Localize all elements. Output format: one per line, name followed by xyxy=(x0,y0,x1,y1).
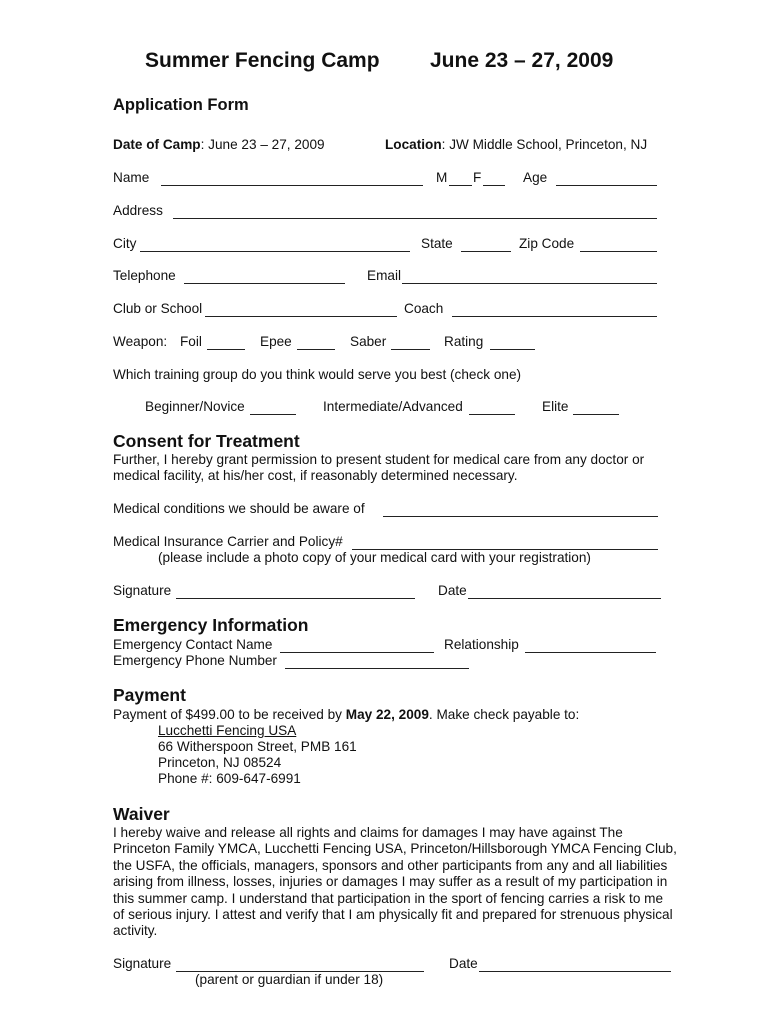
training-question: Which training group do you think would serve you best (check one) xyxy=(113,367,522,382)
payment-text-after: . Make check payable to: xyxy=(428,707,580,722)
payee-name: Lucchetti Fencing USA xyxy=(158,723,297,738)
city-label: City xyxy=(113,236,137,251)
consent-signature-field[interactable] xyxy=(176,598,415,599)
waiver-date-field[interactable] xyxy=(479,971,671,972)
payee-street: 66 Witherspoon Street, PMB 161 xyxy=(158,739,357,754)
saber-field[interactable] xyxy=(391,349,430,350)
waiver-line: arising from illness, losses, injuries or damages I may suffer as a result of my participation in xyxy=(113,874,668,890)
waiver-text xyxy=(113,825,677,940)
coach-field[interactable] xyxy=(452,316,657,317)
intermediate-field[interactable] xyxy=(469,414,515,415)
intermediate-label: Intermediate/Advanced xyxy=(323,399,463,414)
telephone-label: Telephone xyxy=(113,268,176,283)
guardian-note: (parent or guardian if under 18) xyxy=(195,972,384,987)
payment-deadline: May 22, 2009 xyxy=(345,707,429,722)
consent-date-field[interactable] xyxy=(468,598,661,599)
camp-date-value: : June 23 – 27, 2009 xyxy=(200,137,325,152)
consent-text-line-1: Further, I hereby grant permission to present student for medical care from any doctor or xyxy=(113,452,645,467)
camp-location-info xyxy=(385,137,647,153)
waiver-heading: Waiver xyxy=(113,804,170,824)
camp-dates-heading: June 23 – 27, 2009 xyxy=(430,49,614,72)
payment-text xyxy=(113,707,579,723)
address-label: Address xyxy=(113,203,163,218)
medical-conditions-field[interactable] xyxy=(383,516,658,517)
elite-label: Elite xyxy=(542,399,569,414)
city-field[interactable] xyxy=(140,251,410,252)
waiver-date-label: Date xyxy=(449,956,478,971)
emergency-contact-label: Emergency Contact Name xyxy=(113,637,273,652)
consent-signature-label: Signature xyxy=(113,583,172,598)
state-field[interactable] xyxy=(461,251,511,252)
female-field[interactable] xyxy=(483,185,505,186)
consent-heading: Consent for Treatment xyxy=(113,431,300,451)
payee-city: Princeton, NJ 08524 xyxy=(158,755,282,770)
payee-phone: Phone #: 609-647-6991 xyxy=(158,771,301,786)
emergency-phone-field[interactable] xyxy=(285,668,469,669)
beginner-label: Beginner/Novice xyxy=(145,399,245,414)
payment-text-before: Payment of $499.00 to be received by xyxy=(113,707,346,722)
insurance-label: Medical Insurance Carrier and Policy# xyxy=(113,534,343,549)
page-title: Summer Fencing Camp xyxy=(145,49,380,72)
email-field[interactable] xyxy=(402,283,657,284)
coach-label: Coach xyxy=(404,301,444,316)
relationship-label: Relationship xyxy=(444,637,519,652)
name-label: Name xyxy=(113,170,150,185)
waiver-line: the USFA, the officials, managers, sponsors and other participants from any and all liabilities xyxy=(113,857,668,873)
club-field[interactable] xyxy=(205,316,397,317)
epee-label: Epee xyxy=(260,334,292,349)
medical-conditions-label: Medical conditions we should be aware of xyxy=(113,501,365,516)
form-title: Application Form xyxy=(113,96,249,114)
camp-date-label: Date of Camp xyxy=(113,137,201,152)
female-label: F xyxy=(473,170,482,185)
zip-field[interactable] xyxy=(580,251,657,252)
emergency-phone-label: Emergency Phone Number xyxy=(113,653,277,668)
rating-field[interactable] xyxy=(490,349,535,350)
elite-field[interactable] xyxy=(573,414,619,415)
beginner-field[interactable] xyxy=(250,414,296,415)
camp-date-info xyxy=(113,137,325,153)
waiver-line: I hereby waive and release all rights and claims for damages I may have against The xyxy=(113,825,623,840)
waiver-line: Princeton Family YMCA, Lucchetti Fencing USA, Princeton/Hillsborough YMCA Fencing Club, xyxy=(113,841,677,857)
male-field[interactable] xyxy=(449,185,472,186)
telephone-field[interactable] xyxy=(184,283,345,284)
state-label: State xyxy=(421,236,453,251)
location-label: Location xyxy=(385,137,442,152)
waiver-line: this summer camp. I understand that participation in the sport of fencing carries a risk to me xyxy=(113,890,664,906)
epee-field[interactable] xyxy=(297,349,335,350)
age-label: Age xyxy=(523,170,548,185)
payment-heading: Payment xyxy=(113,685,186,705)
email-label: Email xyxy=(367,268,401,283)
club-label: Club or School xyxy=(113,301,203,316)
insurance-note: (please include a photo copy of your medical card with your registration) xyxy=(158,550,591,565)
emergency-heading: Emergency Information xyxy=(113,615,309,635)
weapon-label: Weapon: xyxy=(113,334,168,349)
waiver-line: activity. xyxy=(113,923,158,939)
zip-label: Zip Code xyxy=(519,236,575,251)
consent-text-line-2: medical facility, at his/her cost, if reasonably determined necessary. xyxy=(113,468,518,483)
consent-date-label: Date xyxy=(438,583,467,598)
male-label: M xyxy=(436,170,448,185)
age-field[interactable] xyxy=(556,185,657,186)
foil-field[interactable] xyxy=(207,349,245,350)
waiver-line: of serious injury. I attest and verify that I am physically fit and prepared for strenuous physical xyxy=(113,907,673,923)
saber-label: Saber xyxy=(350,334,387,349)
foil-label: Foil xyxy=(180,334,202,349)
emergency-contact-field[interactable] xyxy=(280,652,434,653)
waiver-signature-label: Signature xyxy=(113,956,172,971)
relationship-field[interactable] xyxy=(525,652,656,653)
rating-label: Rating xyxy=(444,334,484,349)
address-field[interactable] xyxy=(173,218,657,219)
name-field[interactable] xyxy=(161,185,423,186)
location-value: : JW Middle School, Princeton, NJ xyxy=(441,137,648,152)
